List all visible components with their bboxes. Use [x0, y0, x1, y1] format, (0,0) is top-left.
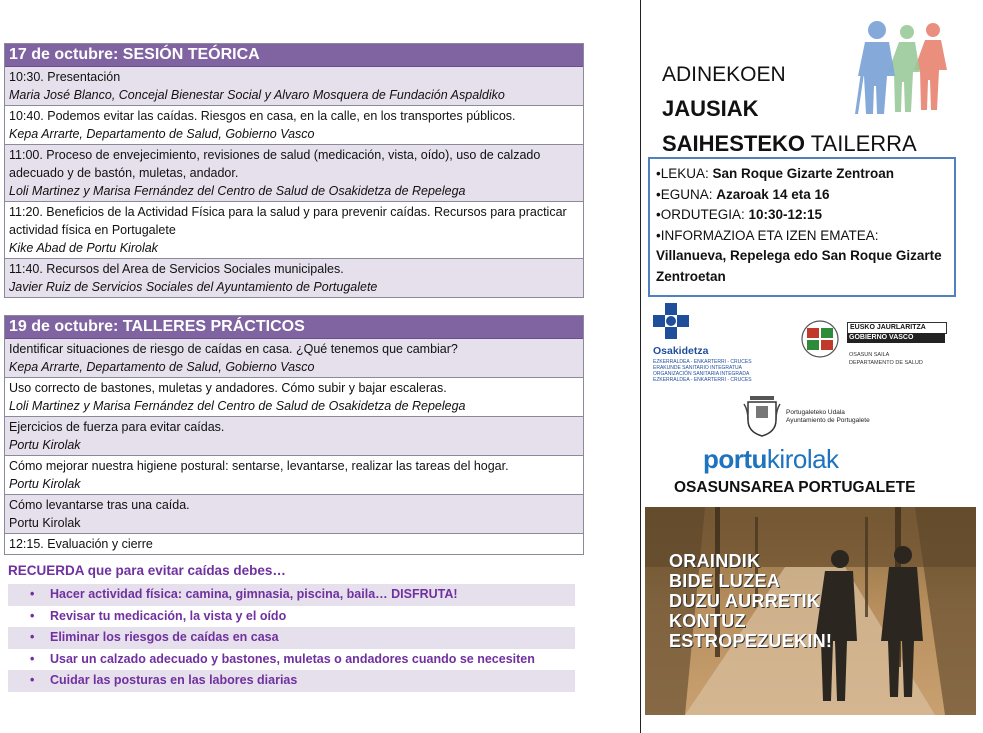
portu-text: portu	[703, 444, 767, 474]
slogan-line: DUZU AURRETIK	[669, 591, 821, 611]
row-speaker: Maria José Blanco, Concejal Bienestar Social y Alvaro Mosquera de Fundación Aspaldiko	[9, 88, 505, 102]
row-speaker: Javier Ruiz de Servicios Sociales del Ayuntamiento de Portugalete	[9, 280, 378, 294]
bullet-icon: •	[30, 651, 35, 666]
slogan-line: KONTUZ	[669, 611, 746, 631]
ej-line4: DEPARTAMENTO DE SALUD	[849, 360, 923, 366]
list-item	[8, 606, 575, 628]
port-line2: Ayuntamiento de Portugalete	[786, 417, 870, 424]
table-row	[5, 495, 583, 534]
info-value: Azaroak 14 eta 16	[716, 186, 830, 202]
osakidetza-sub-line: EZKERRALDEA - ENKARTERRI - CRUCES	[653, 377, 752, 383]
tip-text: Hacer actividad física: camina, gimnasia, piscina, baila… DISFRUTA!	[50, 587, 458, 601]
row-title: 11:20. Beneficios de la Actividad Física para la salud y para prevenir caídas. Recursos para practicar actividad física en Portugalete	[9, 205, 567, 237]
row-title: 11:00. Proceso de envejecimiento, revisiones de salud (medicación, vista, oído), uso de calzado adecuado y de bastón, muletas, andador.	[9, 148, 541, 180]
row-speaker: Kepa Arrarte, Departamento de Salud, Gobierno Vasco	[9, 360, 315, 374]
portugalete-logo	[742, 390, 902, 440]
kirolak-text: kirolak	[766, 444, 839, 474]
list-item	[8, 627, 575, 649]
row-title: 12:15. Evaluación y cierre	[9, 537, 153, 551]
tip-text: Eliminar los riesgos de caídas en casa	[50, 630, 279, 644]
table-row	[5, 456, 583, 495]
row-title: Cómo levantarse tras una caída.	[9, 498, 190, 512]
table-row	[5, 145, 583, 202]
info-ordutegia	[656, 205, 954, 226]
row-speaker: Kepa Arrarte, Departamento de Salud, Gobierno Vasco	[9, 127, 315, 141]
table-row	[5, 106, 583, 145]
fold-divider	[640, 0, 641, 733]
session1-header: 17 de octubre: SESIÓN TEÓRICA	[5, 44, 583, 67]
bullet-icon: •	[30, 673, 35, 687]
row-title: Cómo mejorar nuestra higiene postural: sentarse, levantarse, realizar las tareas del hogar.	[9, 459, 509, 473]
row-speaker: Loli Martinez y Marisa Fernández del Centro de Salud de Osakidetza de Repelega	[9, 399, 466, 413]
slogan-line: ORAINDIK	[669, 551, 761, 571]
row-speaker: Portu Kirolak	[9, 477, 81, 491]
osakidetza-sub-line: EZKERRALDEA - ENKARTERRI - CRUCES	[653, 359, 752, 365]
photo-slogan	[669, 551, 832, 651]
session1-table	[4, 43, 584, 298]
tip-text: Revisar tu medicación, la vista y el oído	[50, 608, 287, 623]
table-row	[5, 339, 583, 378]
info-eguna	[656, 185, 954, 206]
slogan-line: ESTROPEZUEKIN!	[669, 631, 833, 651]
row-speaker: Portu Kirolak	[9, 438, 81, 452]
info-label: •LEKUA:	[656, 166, 713, 181]
bullet-icon: •	[30, 630, 35, 644]
bullet-icon: •	[30, 587, 35, 601]
row-speaker: Kike Abad de Portu Kirolak	[9, 241, 158, 255]
row-speaker: Loli Martinez y Marisa Fernández del Centro de Salud de Osakidetza de Repelega	[9, 184, 466, 198]
info-value: Villanueva, Repelega edo San Roque Gizarte Zentroetan	[656, 248, 942, 284]
tips-list	[8, 584, 575, 692]
table-row	[5, 534, 583, 555]
workshop-title-line3	[662, 131, 917, 157]
workshop-title-line1: ADINEKOEN	[662, 63, 786, 86]
workshop-title-line2: JAUSIAK	[662, 96, 759, 121]
row-title: Ejercicios de fuerza para evitar caídas.	[9, 420, 225, 434]
info-value: 10:30-12:15	[748, 207, 823, 222]
session2-table	[4, 315, 584, 555]
ej-line3: OSASUN SAILA	[849, 352, 890, 358]
osakidetza-subtitle	[653, 359, 778, 383]
table-row	[5, 202, 583, 259]
portukirolak-logo	[703, 444, 839, 475]
osasunsarea-label: OSASUNSAREA PORTUGALETE	[674, 479, 916, 496]
recuerda-title: RECUERDA que para evitar caídas debes…	[8, 563, 286, 578]
info-box	[648, 157, 956, 297]
row-title: Identificar situaciones de riesgo de caídas en casa. ¿Qué tenemos que cambiar?	[9, 342, 458, 356]
row-title: Uso correcto de bastones, muletas y andadores. Cómo subir y bajar escaleras.	[9, 381, 447, 395]
basque-shield-icon	[797, 320, 843, 358]
port-line1: Portugaleteko Udala	[786, 409, 845, 416]
list-item	[8, 670, 575, 692]
table-row	[5, 259, 583, 298]
osakidetza-sub-line: ORGANIZACIÓN SANITARIA INTEGRADA	[653, 371, 750, 377]
slogan-line: BIDE LUZEA	[669, 571, 780, 591]
info-informazioa: •INFORMAZIOA ETA IZEN EMATEA:	[656, 227, 879, 243]
info-lekua	[656, 164, 954, 185]
table-row	[5, 417, 583, 456]
info-label: •ORDUTEGIA:	[656, 207, 749, 222]
table-row	[5, 378, 583, 417]
tip-text: Usar un calzado adecuado y bastones, muletas o andadores cuando se necesiten	[50, 651, 535, 666]
info-informazioa-value	[656, 246, 954, 287]
row-speaker: Portu Kirolak	[9, 516, 81, 530]
tip-text: Cuidar las posturas en las labores diarias	[50, 673, 298, 687]
walking-couple-photo	[645, 507, 976, 715]
osakidetza-cross-icon	[653, 303, 693, 339]
list-item	[8, 649, 575, 671]
ej-line2: GOBIERNO VASCO	[847, 333, 945, 343]
bullet-icon: •	[30, 608, 35, 623]
ej-line1: EUSKO JAURLARITZA	[847, 322, 947, 334]
info-label: •EGUNA:	[656, 186, 717, 202]
table-row	[5, 67, 583, 106]
title-rest-part: TAILERRA	[805, 131, 917, 156]
session2-header: 19 de octubre: TALLERES PRÁCTICOS	[5, 316, 583, 339]
osakidetza-sub-line: ERAKUNDE SANITARIO INTEGRATUA	[653, 365, 742, 371]
info-value: San Roque Gizarte Zentroan	[712, 166, 895, 181]
row-title: 10:30. Presentación	[9, 70, 121, 84]
title-bold-part: SAIHESTEKO	[662, 131, 806, 156]
list-item	[8, 584, 575, 606]
elderly-walkers-icon	[845, 18, 955, 118]
row-title: 10:40. Podemos evitar las caídas. Riesgos en casa, en la calle, en los transportes públicos.	[9, 109, 516, 123]
row-title: 11:40. Recursos del Area de Servicios Sociales municipales.	[9, 262, 344, 276]
portugalete-coat-of-arms-icon	[742, 390, 782, 438]
eusko-jaurlaritza-logo	[797, 318, 947, 378]
osakidetza-name: Osakidetza	[653, 345, 709, 357]
osakidetza-logo	[653, 303, 778, 383]
